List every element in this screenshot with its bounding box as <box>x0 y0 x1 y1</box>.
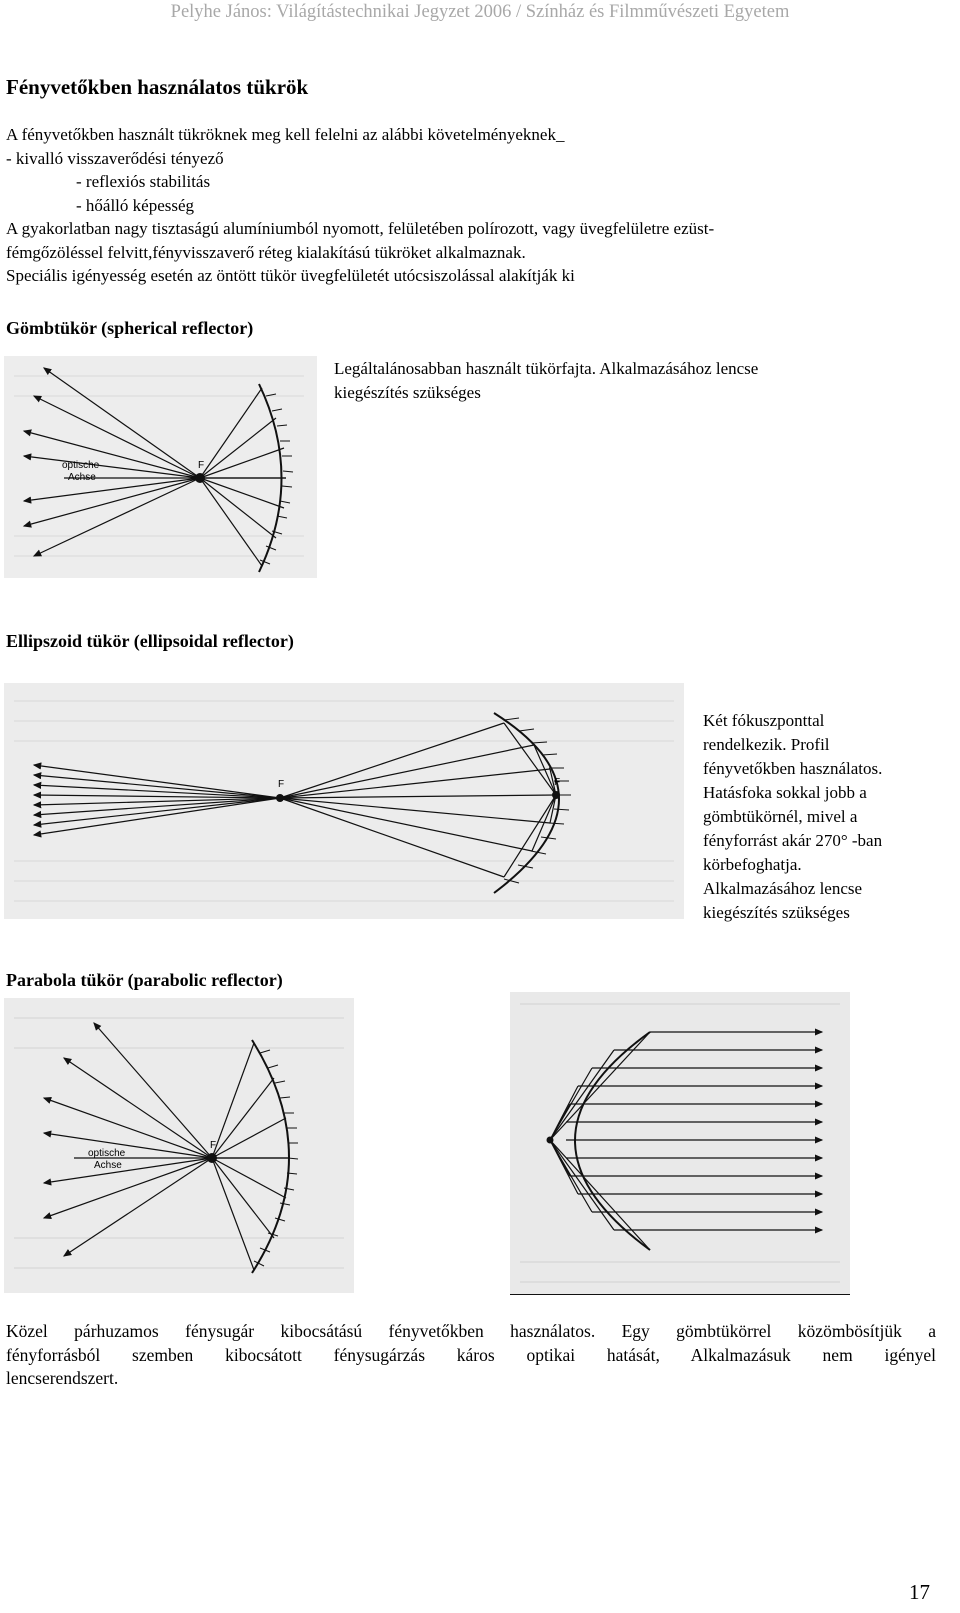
intro-line: - hőálló képesség <box>76 195 195 215</box>
spherical-reflector-figure <box>4 356 317 578</box>
parabolic-heading: Parabola tükör (parabolic reflector) <box>6 970 283 990</box>
ellipsoidal-desc-line: Alkalmazásához lencse <box>703 879 863 898</box>
ellipsoidal-description <box>703 709 943 925</box>
ellipsoidal-focus-label-1: F <box>278 779 285 790</box>
spherical-desc-line: kiegészítés szükséges <box>334 383 481 402</box>
spherical-heading: Gömbtükör (spherical reflector) <box>6 318 254 338</box>
ellipsoidal-desc-line: gömbtükörnél, mivel a <box>703 807 858 826</box>
running-header: Pelyhe János: Világítástechnikai Jegyzet 2006 / Színház és Filmművészeti Egyetem <box>170 2 790 22</box>
ellipsoidal-heading: Ellipszoid tükör (ellipsoidal reflector) <box>6 631 294 651</box>
parabolic-desc-line: lencserendszert. <box>6 1368 119 1388</box>
section-title: Fényvetőkben használatos tükrök <box>6 75 309 99</box>
ellipsoidal-reflector-figure <box>4 683 684 919</box>
intro-line: - reflexiós stabilitás <box>76 172 211 191</box>
intro-line: - kivalló visszaverődési tényező <box>6 148 224 168</box>
parabolic-reflector-figure-right <box>510 992 850 1295</box>
ellipsoidal-desc-line: körbefoghatja. <box>703 855 802 874</box>
ellipsoidal-desc-line: kiegészítés szükséges <box>703 903 850 922</box>
parabolic-desc-line: Közel párhuzamos fénysugár kibocsátású fényvetőkben használatos. Egy gömbtükörrel közömbösítjük a <box>6 1321 936 1341</box>
ellipsoidal-desc-line: rendelkezik. Profil <box>703 735 830 754</box>
page-number: 17 <box>909 1580 930 1604</box>
spherical-description <box>334 357 934 405</box>
intro-paragraph <box>6 123 936 288</box>
intro-line: fémgőzöléssel felvitt,fényvisszaverő réteg kialakítású tükröket alkalmaznak. <box>6 242 526 262</box>
ellipsoidal-desc-line: fényvetőkben használatos. <box>703 759 883 778</box>
ellipsoidal-focus-label-2: F <box>554 777 561 788</box>
ellipsoidal-desc-line: fényforrást akár 270° -ban <box>703 831 883 850</box>
parabolic-reflector-figure-left <box>4 998 354 1293</box>
spherical-desc-line: Legáltalánosabban használt tükörfajta. Alkalmazásához lencse <box>334 359 759 378</box>
spherical-axis-label-1: optische <box>62 460 100 471</box>
ellipsoidal-desc-line: Két fókuszponttal <box>703 711 825 730</box>
intro-line: A gyakorlatban nagy tisztaságú alumíniumból nyomott, felületében polírozott, vagy üvegfelületre ezüst- <box>6 219 715 238</box>
intro-line: Speciális igényesség esetén az öntött tükör üvegfelületét utócsiszolással alakítják ki <box>6 266 575 285</box>
spherical-axis-label-2: Achse <box>68 472 96 483</box>
parabolic-axis-label-1: optische <box>88 1148 126 1159</box>
spherical-focus-label: F <box>198 460 205 471</box>
parabolic-desc-line: fényforrásból szemben kibocsátott fénysugárzás káros optikai hatását, Alkalmazásuk nem igényel <box>6 1344 936 1365</box>
parabolic-focus-label: F <box>210 1140 217 1151</box>
parabolic-description <box>6 1320 936 1391</box>
ellipsoidal-desc-line: Hatásfoka sokkal jobb a <box>703 783 867 802</box>
parabolic-axis-label-2: Achse <box>94 1160 122 1171</box>
intro-line: A fényvetőkben használt tükröknek meg kell felelni az alábbi követelményeknek_ <box>6 125 565 144</box>
